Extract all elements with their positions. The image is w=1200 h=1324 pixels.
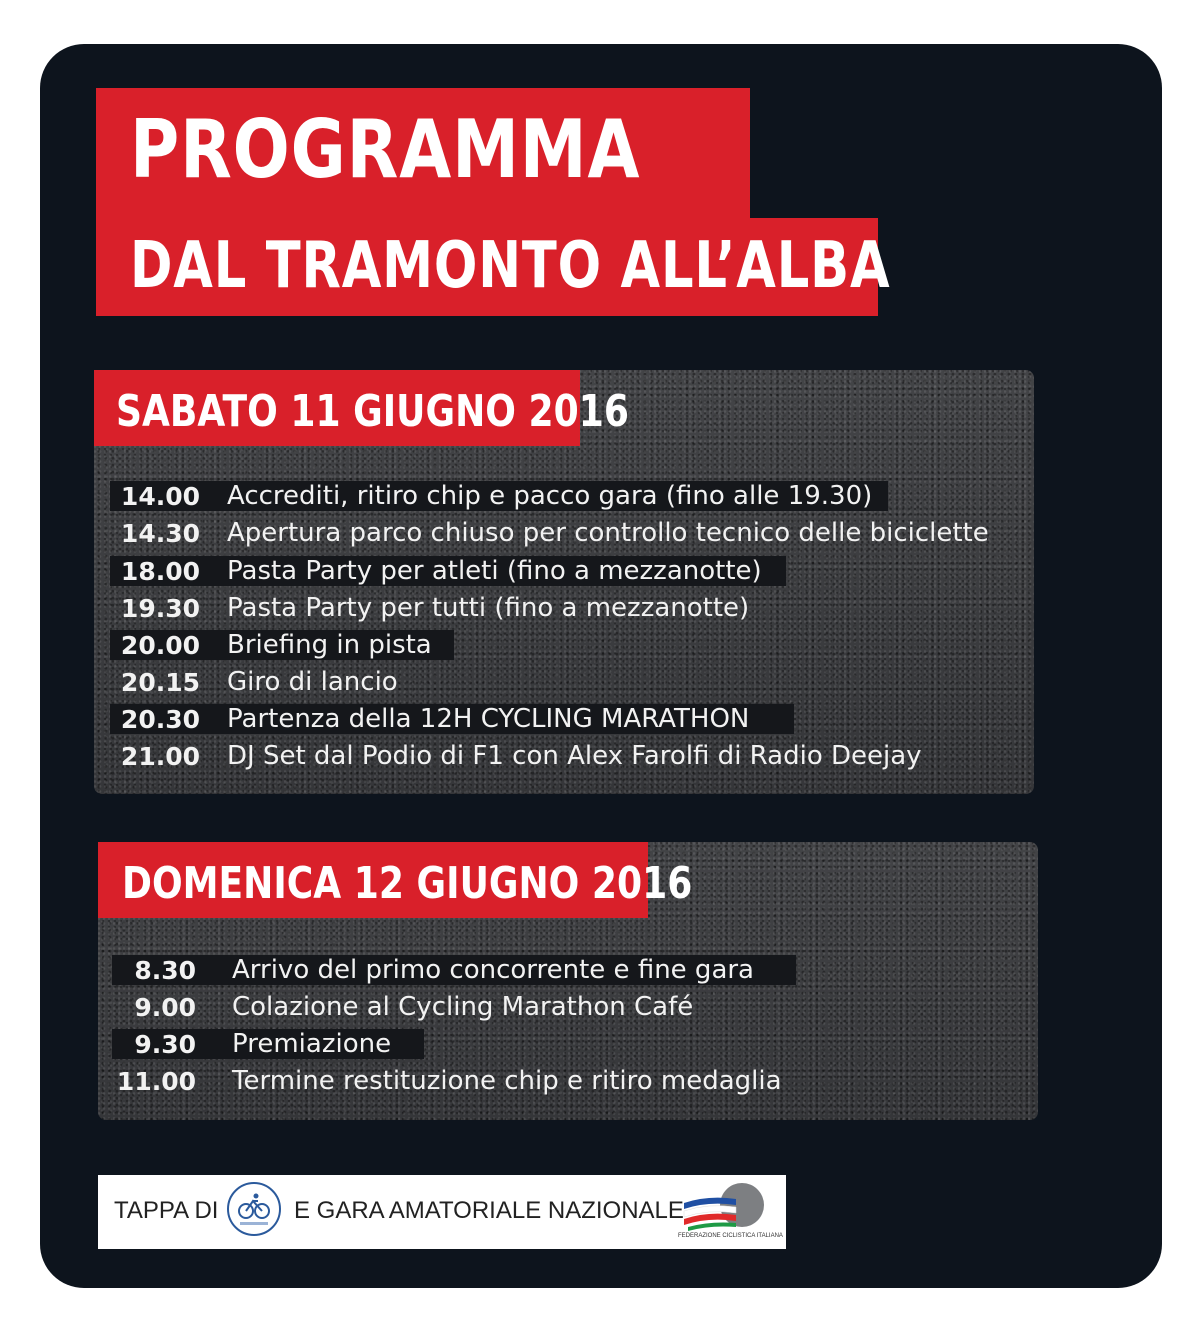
row-time: 18.00 [120, 556, 200, 586]
row-time: 20.00 [120, 630, 200, 660]
schedule-row [110, 593, 770, 623]
fci-caption: FEDERAZIONE CICLISTICA ITALIANA [678, 1233, 783, 1239]
fci-logo-icon [678, 1181, 770, 1233]
fci-logo [678, 1181, 783, 1243]
schedule-row [112, 992, 732, 1022]
row-time: 19.30 [120, 593, 200, 623]
row-event: Premiazione [232, 1029, 392, 1059]
title-banner [96, 88, 750, 218]
saturday-header [94, 370, 629, 446]
row-time: 20.15 [120, 667, 200, 697]
row-event: Apertura parco chiuso per controllo tecnico delle biciclette [227, 518, 989, 548]
row-event: Colazione al Cycling Marathon Café [232, 992, 694, 1022]
row-event: Accrediti, ritiro chip e pacco gara (fino alle 19.30) [227, 481, 873, 511]
schedule-row [110, 704, 794, 734]
schedule-row [110, 630, 454, 660]
row-event: Briefing in pista [227, 630, 432, 660]
row-time: 9.00 [134, 992, 196, 1022]
row-time: 11.00 [116, 1066, 196, 1096]
row-time: 9.30 [134, 1029, 196, 1059]
sunday-header-label: DOMENICA 12 GIUGNO 2016 [122, 858, 693, 909]
row-time: 20.30 [120, 704, 200, 734]
row-event: Termine restituzione chip e ritiro medaglia [232, 1066, 782, 1096]
sponsor-footer [98, 1175, 786, 1249]
schedule-row [112, 955, 796, 985]
row-event: Arrivo del primo concorrente e fine gara [232, 955, 754, 985]
row-time: 14.30 [120, 518, 200, 548]
row-event: Pasta Party per tutti (fino a mezzanotte) [227, 593, 750, 623]
schedule-row [112, 1066, 832, 1096]
schedule-row [110, 556, 786, 586]
row-time: 14.00 [120, 481, 200, 511]
row-event: Pasta Party per atleti (fino a mezzanotte) [227, 556, 762, 586]
schedule-row [112, 1029, 424, 1059]
cycling-series-logo-icon [226, 1181, 282, 1237]
schedule-row [110, 481, 888, 511]
title-line1: PROGRAMMA [130, 103, 641, 196]
schedule-row [110, 667, 430, 697]
footer-prefix: TAPPA DI [114, 1197, 219, 1224]
schedule-row [110, 518, 1010, 548]
schedule-row [110, 741, 1010, 771]
row-event: Giro di lancio [227, 667, 398, 697]
row-event: DJ Set dal Podio di F1 con Alex Farolfi di Radio Deejay [227, 741, 922, 771]
saturday-header-label: SABATO 11 GIUGNO 2016 [116, 386, 629, 437]
subtitle-banner [96, 218, 891, 316]
row-time: 8.30 [134, 955, 196, 985]
sunday-header [98, 842, 693, 918]
title-line2: DAL TRAMONTO ALL’ALBA [130, 229, 891, 303]
footer-suffix: E GARA AMATORIALE NAZIONALE [294, 1197, 684, 1224]
row-event: Partenza della 12H CYCLING MARATHON [227, 704, 750, 734]
row-time: 21.00 [120, 741, 200, 771]
